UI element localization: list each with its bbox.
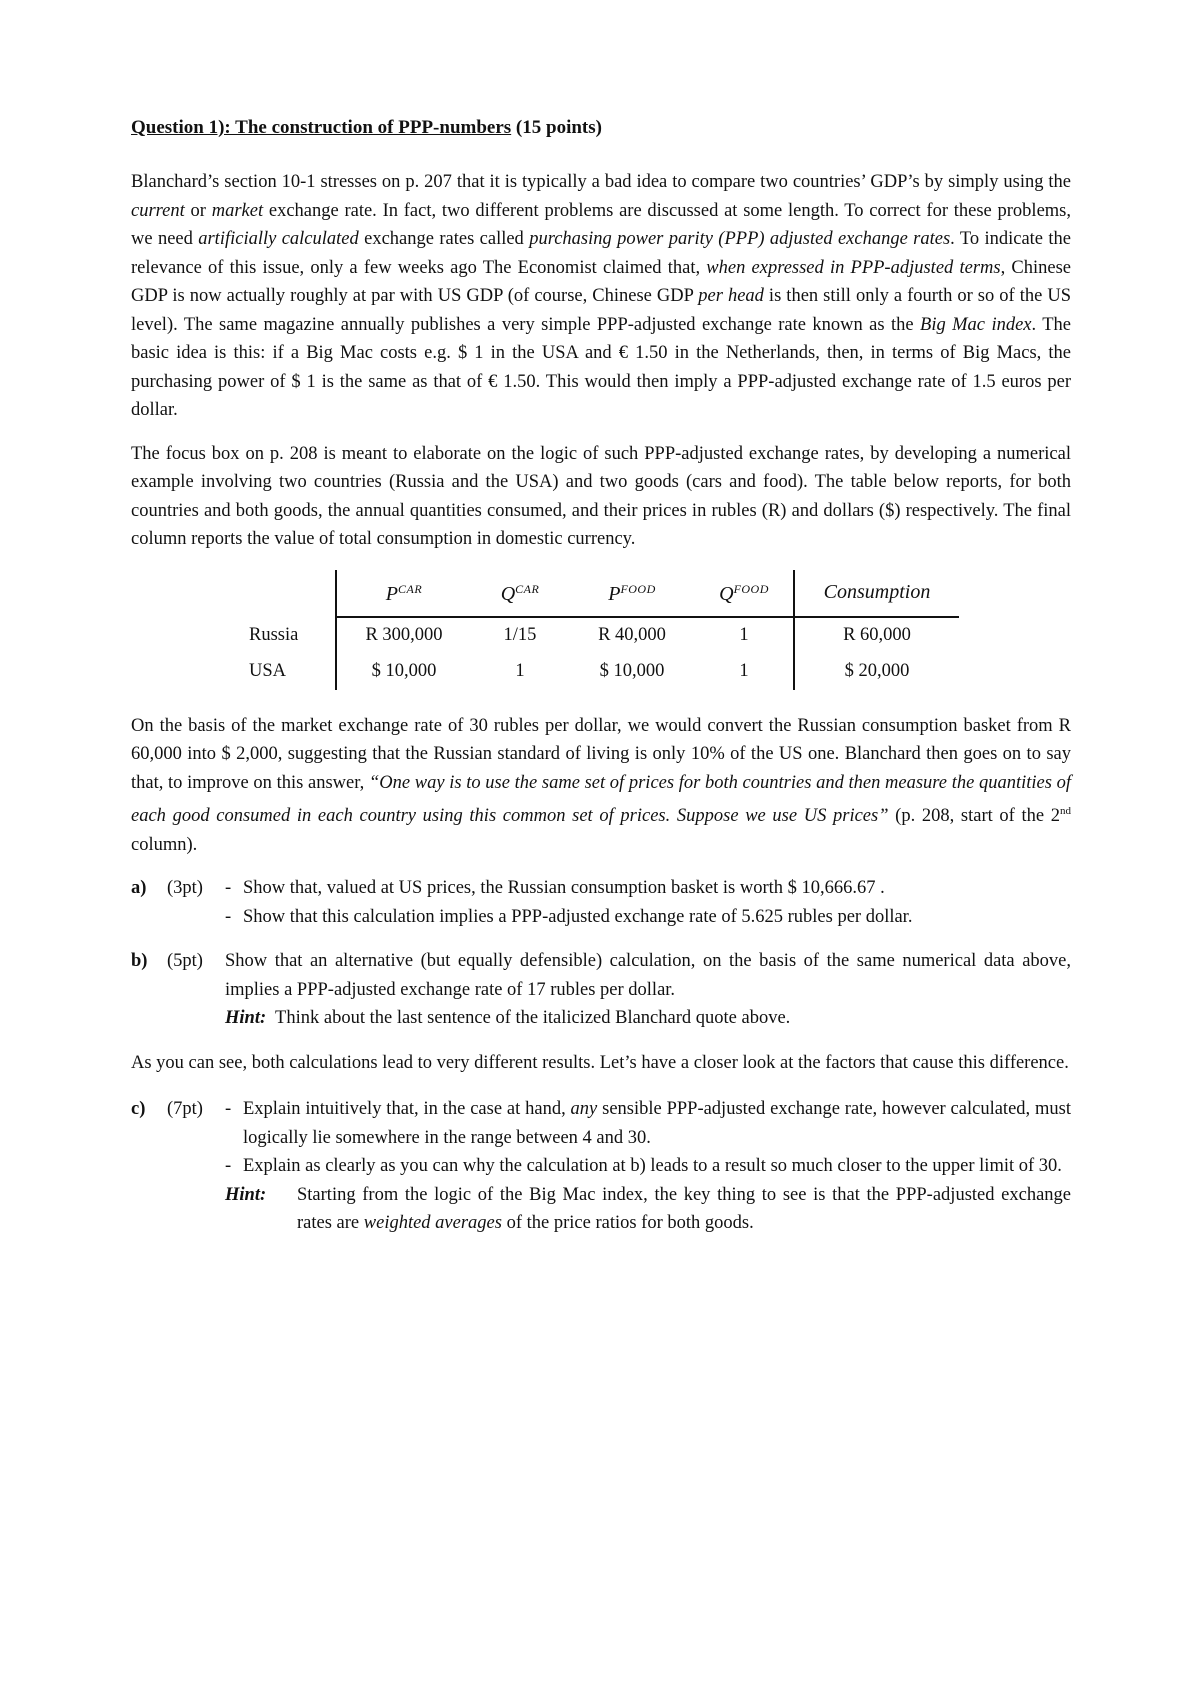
cell-country: USA: [249, 661, 287, 682]
hint-label: Hint:: [225, 1008, 267, 1029]
header-consumption: Consumption: [794, 570, 959, 617]
cell-pfood: $ 10,000: [599, 661, 665, 682]
dash-marker: -: [225, 906, 232, 927]
consumption-table: [241, 570, 959, 690]
difference-paragraph: As you can see, both calculations lead to very different results. Let’s have a closer look at the factors that cause this difference.: [131, 1052, 1069, 1073]
question-a-item-1: Show that, valued at US prices, the Russian consumption basket is worth $ 10,666.67 .: [243, 878, 885, 899]
cell-pfood: R 40,000: [598, 625, 666, 646]
header-blank: [241, 570, 336, 617]
cell-qfood: 1: [739, 661, 749, 682]
header-qcar: $Q^{CAR}$: [471, 570, 569, 617]
cell-qcar: 1/15: [503, 625, 537, 646]
emphasis-ppp: purchasing power parity (PPP) adjusted exchange rates: [529, 229, 951, 249]
question-b-points: (5pt): [167, 951, 203, 972]
header-pcar: $P^{CAR}$: [336, 570, 471, 617]
emphasis-ppp-terms: when expressed in PPP-adjusted terms: [706, 257, 1001, 278]
table-header-row: [241, 570, 959, 617]
text-run: column).: [131, 834, 198, 855]
cell-qfood: 1: [739, 625, 749, 646]
cell-qcar: 1: [515, 661, 525, 682]
blanchard-quote: “One way is to use the same set of prices for both countries and then measure the quantities of each good consumed in each country using this common set of prices. Suppose we use US prices”: [131, 772, 1071, 827]
question-title: Question 1): The construction of PPP-numbers: [131, 117, 512, 138]
text-run: or: [184, 200, 212, 221]
question-c-letter: c): [131, 1099, 146, 1120]
intro-paragraph: [131, 168, 1071, 425]
cell-consumption: $ 20,000: [794, 654, 959, 690]
cell-pcar: R 300,000: [336, 617, 471, 654]
text-run: (p. 208, start of the 2: [888, 806, 1060, 827]
question-heading: [131, 114, 1071, 142]
question-points: (15 points): [515, 117, 602, 138]
emphasis-per-head: per head: [698, 286, 764, 306]
cell-country: Russia: [249, 624, 299, 645]
focus-box-paragraph: The focus box on p. 208 is meant to elaborate on the logic of such PPP-adjusted exchange rates, by developing a numerical example involving two countries (Russia and the USA) and two goods (cars and food). The table below reports, for both countries and both goods, the annual quantities consumed, and their prices in rubles (R) and dollars ($) respectively. The final column reports the value of total consumption in domestic currency.: [131, 443, 1071, 549]
list-item: [225, 903, 1071, 932]
header-pfood: $P^{FOOD}$: [569, 570, 695, 617]
question-a-letter: a): [131, 878, 147, 899]
question-c: [131, 1095, 1071, 1238]
list-item: [225, 874, 1071, 903]
question-b-text: Show that an alternative (but equally defensible) calculation, on the basis of the same numerical data above, implies a PPP-adjusted exchange rate of 17 rubles per dollar.: [225, 951, 1071, 1000]
emphasis-big-mac: Big Mac index: [920, 314, 1032, 335]
question-b-body: [225, 947, 1071, 1033]
question-b-letter: b): [131, 951, 148, 972]
question-c-points: (7pt): [167, 1099, 203, 1120]
question-b-hint: [225, 1004, 1071, 1033]
hint-text: Starting from the logic of the Big Mac index, the key thing to see is that the PPP-adjusted exchange rates are weighted averages of the price ratios for both goods.: [297, 1184, 1071, 1234]
question-c-hint: [225, 1181, 1071, 1238]
dash-marker: -: [225, 1099, 232, 1120]
question-c-item-1: Explain intuitively that, in the case at hand, any sensible PPP-adjusted exchange rate, however calculated, must logically lie somewhere in the range between 4 and 30.: [243, 1099, 1071, 1148]
text-run: . To indicate the relevance of this issue, only a few weeks ago The Economist claimed that,: [131, 229, 1071, 278]
table-row: [241, 617, 959, 654]
cell-consumption: R 60,000: [794, 617, 959, 654]
text-run: . The basic idea is this: if a Big Mac costs e.g. $ 1 in the USA and € 1.50 in the Netherlands, then, in terms of Big Macs, the purchasing power of $ 1 is the same as that of € 1.50. This would then imply a PPP-adjusted exchange rate of 1.5 euros per dollar.: [131, 314, 1071, 420]
document-content: [131, 114, 1071, 1254]
question-a-points: (3pt): [167, 878, 203, 899]
text-run: , Chinese GDP is now actually roughly at par with US GDP (of course, Chinese GDP: [131, 257, 1072, 306]
emphasis-current: current: [131, 200, 185, 221]
question-a-body: [225, 874, 1071, 931]
table-row: [241, 654, 959, 690]
text-run: On the basis of the market exchange rate of 30 rubles per dollar, we would convert the Russian consumption basket from R 60,000 into $ 2,000, suggesting that the Russian standard of living is only 10% of the US one. Blanchard then goes on to say that, to improve on this answer,: [131, 715, 1071, 793]
superscript-nd: nd: [1060, 805, 1071, 817]
dash-marker: -: [225, 1156, 232, 1177]
text-run: exchange rates called: [358, 229, 530, 249]
list-item: [225, 1095, 1071, 1152]
dash-marker: -: [225, 878, 232, 899]
hint-label: Hint:: [225, 1184, 267, 1205]
emphasis-market: market: [211, 200, 264, 221]
text-run: is then still only a fourth or so of the US level). The same magazine annually publishes a very simple PPP-adjusted exchange rate known as the: [131, 286, 1071, 335]
list-item: [225, 1152, 1071, 1181]
emphasis-artificially-calculated: artificially calculated: [198, 229, 359, 249]
market-rate-paragraph: [131, 712, 1071, 860]
question-a: [131, 874, 1071, 931]
question-c-body: [225, 1095, 1071, 1238]
question-c-item-2: Explain as clearly as you can why the calculation at b) leads to a result so much closer to the upper limit of 30.: [243, 1156, 1062, 1177]
header-qfood: $Q^{FOOD}$: [695, 570, 794, 617]
hint-text: Think about the last sentence of the italicized Blanchard quote above.: [275, 1008, 791, 1029]
text-run: Blanchard’s section 10-1 stresses on p. 207 that it is typically a bad idea to compare two countries’ GDP’s by simply using the: [131, 172, 1071, 192]
question-b: [131, 947, 1071, 1033]
cell-pcar: $ 10,000: [336, 654, 471, 690]
text-run: exchange rate. In fact, two different problems are discussed at some length. To correct for these problems, we need: [131, 200, 1071, 249]
question-a-item-2: Show that this calculation implies a PPP-adjusted exchange rate of 5.625 rubles per dollar.: [243, 906, 913, 927]
